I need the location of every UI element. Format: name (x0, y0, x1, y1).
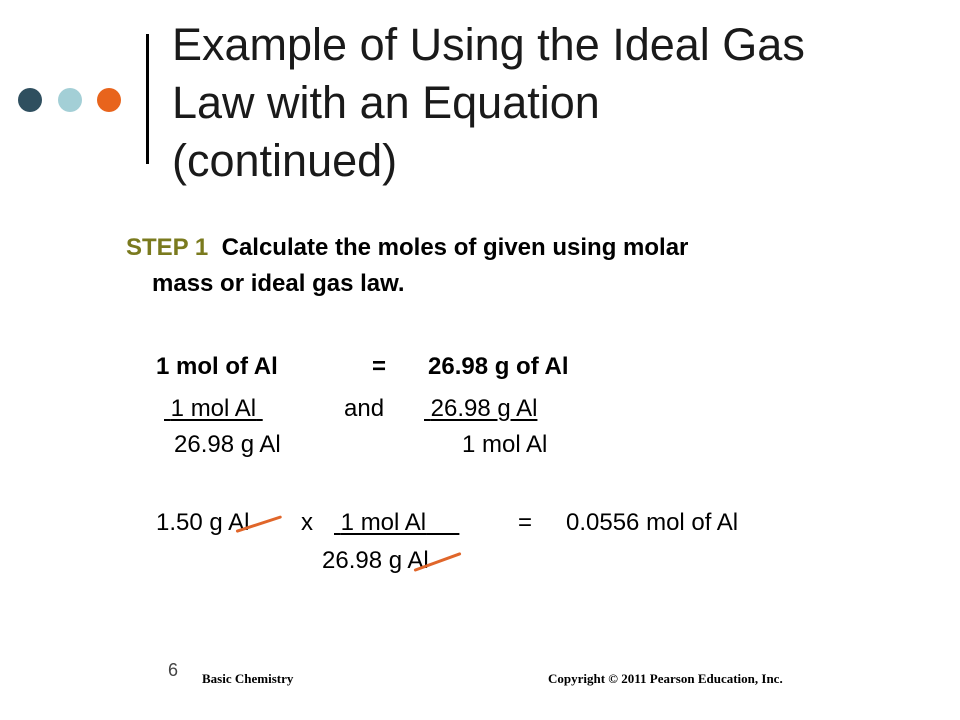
factor-and: and (344, 395, 385, 422)
equality-left: 1 mol of Al (156, 353, 278, 380)
footer-left: Basic Chemistry (202, 671, 294, 686)
step-text-continued: mass or ideal gas law. (152, 270, 405, 297)
slide-title (172, 16, 942, 190)
factor1-denominator: 26.98 g Al (174, 431, 281, 458)
calc-numerator: 1 mol Al (340, 509, 427, 536)
decorative-dot-orange (97, 88, 121, 112)
equality-sign: = (372, 353, 387, 380)
factor1-numerator: 1 mol Al (170, 395, 257, 422)
factor2-denominator: 1 mol Al (462, 431, 548, 458)
calc-denominator: 26.98 g Al (322, 547, 429, 574)
title-line-1: Example of Using the Ideal Gas (172, 19, 805, 70)
calc-result: 0.0556 mol of Al (566, 509, 739, 536)
footer-copyright: Copyright © 2011 Pearson Education, Inc. (548, 671, 783, 686)
calc-equals: = (518, 509, 533, 536)
step-text: Calculate the moles of given using molar (221, 234, 689, 261)
step-label: STEP 1 (126, 234, 209, 261)
calc-times: x (301, 509, 313, 536)
title-line-3: (continued) (172, 135, 398, 186)
page-number: 6 (168, 660, 179, 680)
decorative-dot-light-blue (58, 88, 82, 112)
calc-given: 1.50 g Al (156, 509, 250, 536)
decorative-dot-dark (18, 88, 42, 112)
equality-right: 26.98 g of Al (428, 353, 569, 380)
step-instruction (126, 232, 688, 264)
factor2-numerator: 26.98 g Al (430, 395, 538, 422)
title-divider (146, 34, 149, 164)
title-line-2: Law with an Equation (172, 77, 600, 128)
